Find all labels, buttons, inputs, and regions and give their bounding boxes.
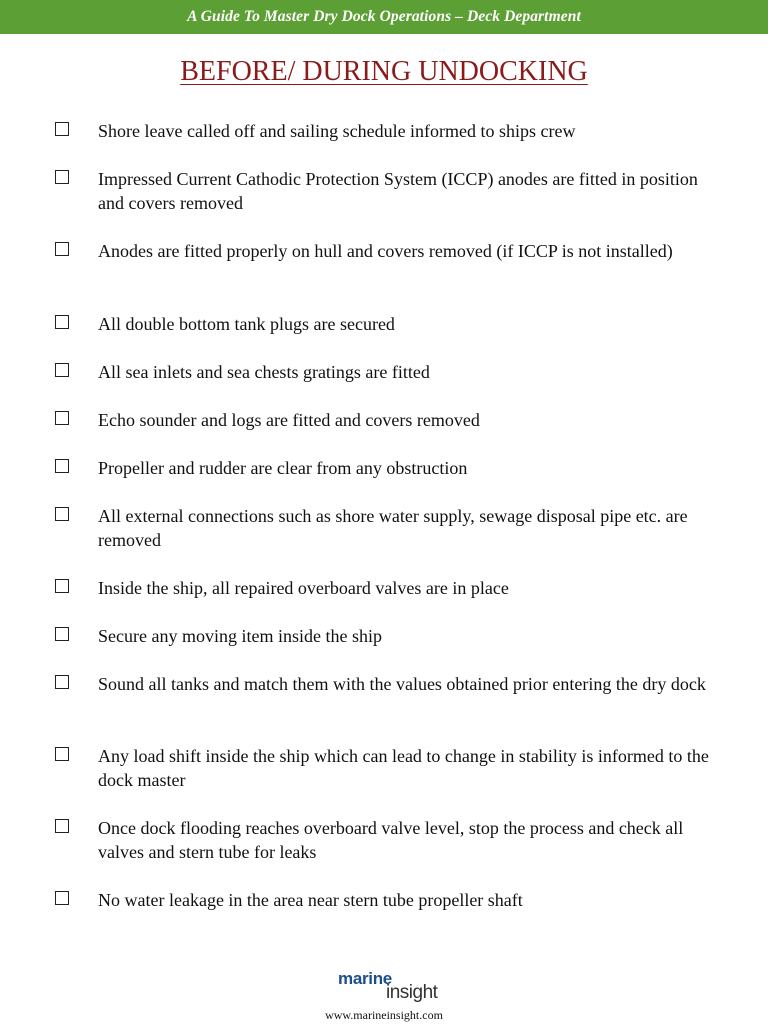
- checklist-item-text: No water leakage in the area near stern tube propeller shaft: [98, 890, 523, 910]
- checklist-item-text: Impressed Current Cathodic Protection System (ICCP) anodes are fitted in position and covers removed: [98, 169, 698, 213]
- logo-marine-text: marine: [338, 969, 392, 988]
- checklist-checkbox[interactable]: [55, 411, 69, 425]
- page-title-text: BEFORE/ DURING UNDOCKING: [180, 56, 588, 87]
- checklist-checkbox[interactable]: [55, 819, 69, 833]
- checklist-item-text: Anodes are fitted properly on hull and covers removed (if ICCP is not installed): [98, 241, 673, 261]
- checklist-item-text: All external connections such as shore water supply, sewage disposal pipe etc. are removed: [98, 506, 688, 550]
- checklist-checkbox[interactable]: [55, 579, 69, 593]
- logo-insight-text: insight: [386, 982, 438, 1003]
- checklist-item-text: Secure any moving item inside the ship: [98, 626, 382, 646]
- checklist-item-text: Inside the ship, all repaired overboard valves are in place: [98, 578, 509, 598]
- checklist-item-text: All double bottom tank plugs are secured: [98, 314, 395, 334]
- checklist-checkbox[interactable]: [55, 242, 69, 256]
- checklist-item-text: Shore leave called off and sailing schedule informed to ships crew: [98, 121, 576, 141]
- checklist-checkbox[interactable]: [55, 747, 69, 761]
- footer: [0, 966, 768, 1024]
- checklist-checkbox[interactable]: [55, 507, 69, 521]
- website-url-text: www.marineinsight.com: [325, 1008, 443, 1022]
- checklist-item-text: All sea inlets and sea chests gratings are fitted: [98, 362, 430, 382]
- checklist-checkbox[interactable]: [55, 315, 69, 329]
- checklist-checkbox[interactable]: [55, 675, 69, 689]
- checklist-item-text: Once dock flooding reaches overboard valve level, stop the process and check all valves and stern tube for leaks: [98, 818, 684, 862]
- checklist-item-text: Echo sounder and logs are fitted and covers removed: [98, 410, 480, 430]
- checklist-checkbox[interactable]: [55, 627, 69, 641]
- checklist-checkbox[interactable]: [55, 459, 69, 473]
- banner-text: A Guide To Master Dry Dock Operations – Deck Department: [187, 8, 581, 25]
- checklist-item-text: Propeller and rudder are clear from any obstruction: [98, 458, 468, 478]
- checklist-checkbox[interactable]: [55, 170, 69, 184]
- checklist-checkbox[interactable]: [55, 363, 69, 377]
- checklist-item-text: Sound all tanks and match them with the values obtained prior entering the dry dock: [98, 674, 706, 694]
- website-url[interactable]: [0, 1008, 768, 1023]
- checklist-checkbox[interactable]: [55, 122, 69, 136]
- checklist-item-text: Any load shift inside the ship which can lead to change in stability is informed to the dock master: [98, 746, 709, 790]
- marine-insight-logo: [338, 968, 458, 1008]
- checklist-checkbox[interactable]: [55, 891, 69, 905]
